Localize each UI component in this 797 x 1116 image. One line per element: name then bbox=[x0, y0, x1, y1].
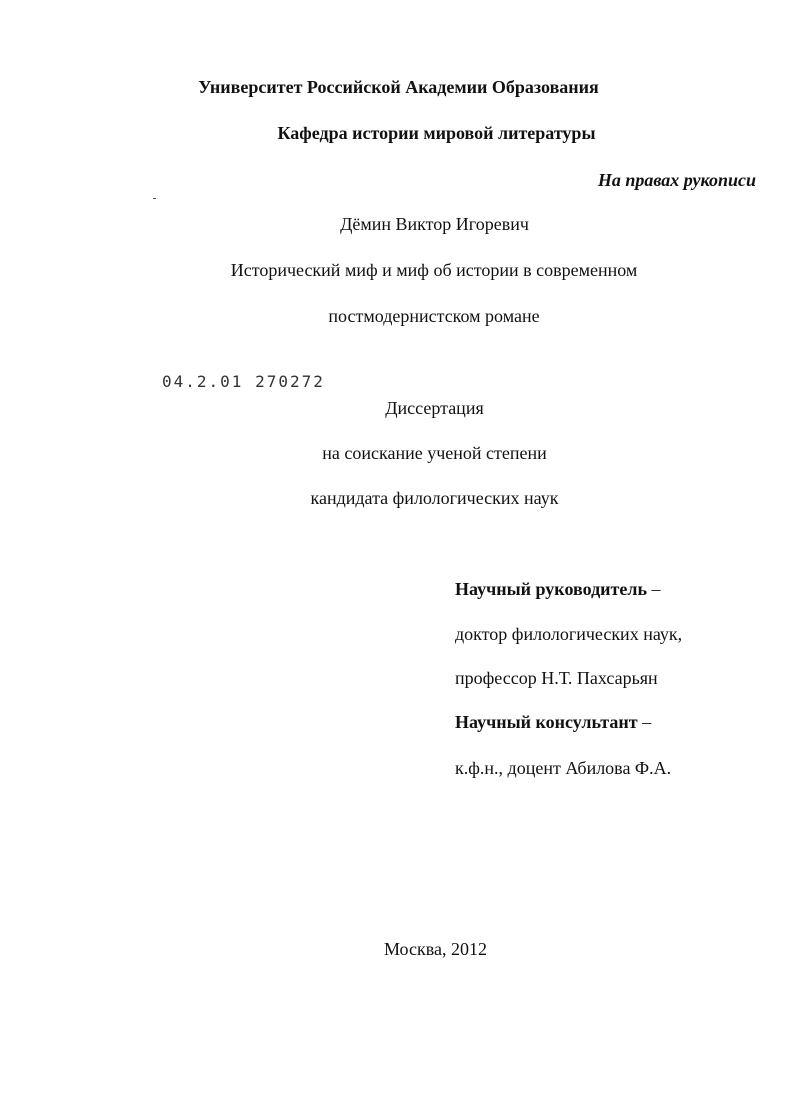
supervisor-dash: – bbox=[651, 579, 661, 599]
consultant-name: к.ф.н., доцент Абилова Ф.А. bbox=[455, 758, 672, 778]
dissertation-label: Диссертация bbox=[385, 398, 484, 418]
consultant-dash: – bbox=[642, 712, 652, 732]
author-name: Дёмин Виктор Игоревич bbox=[340, 214, 529, 234]
supervisor-degree: доктор филологических наук, bbox=[455, 624, 683, 644]
archive-stamp: 04.2.01 270272 bbox=[162, 372, 325, 391]
consultant-label: Научный консультант bbox=[455, 712, 638, 732]
supervisor-name: профессор Н.Т. Пахсарьян bbox=[455, 668, 658, 688]
department-name: Кафедра истории мировой литературы bbox=[277, 123, 596, 143]
supervisor-heading bbox=[455, 578, 661, 600]
dissertation-title-line-2: постмодернистском романе bbox=[328, 306, 540, 326]
university-name: Университет Российской Академии Образования bbox=[198, 77, 599, 97]
city-year: Москва, 2012 bbox=[384, 939, 487, 959]
consultant-heading bbox=[455, 711, 651, 733]
supervisor-label: Научный руководитель bbox=[455, 579, 647, 599]
scan-speck bbox=[153, 198, 156, 199]
manuscript-note: На правах рукописи bbox=[597, 170, 756, 190]
dissertation-title-line-1: Исторический миф и миф об истории в современном bbox=[230, 260, 638, 280]
degree-line-2: кандидата филологических наук bbox=[310, 488, 559, 508]
degree-line-1: на соискание ученой степени bbox=[322, 443, 547, 463]
